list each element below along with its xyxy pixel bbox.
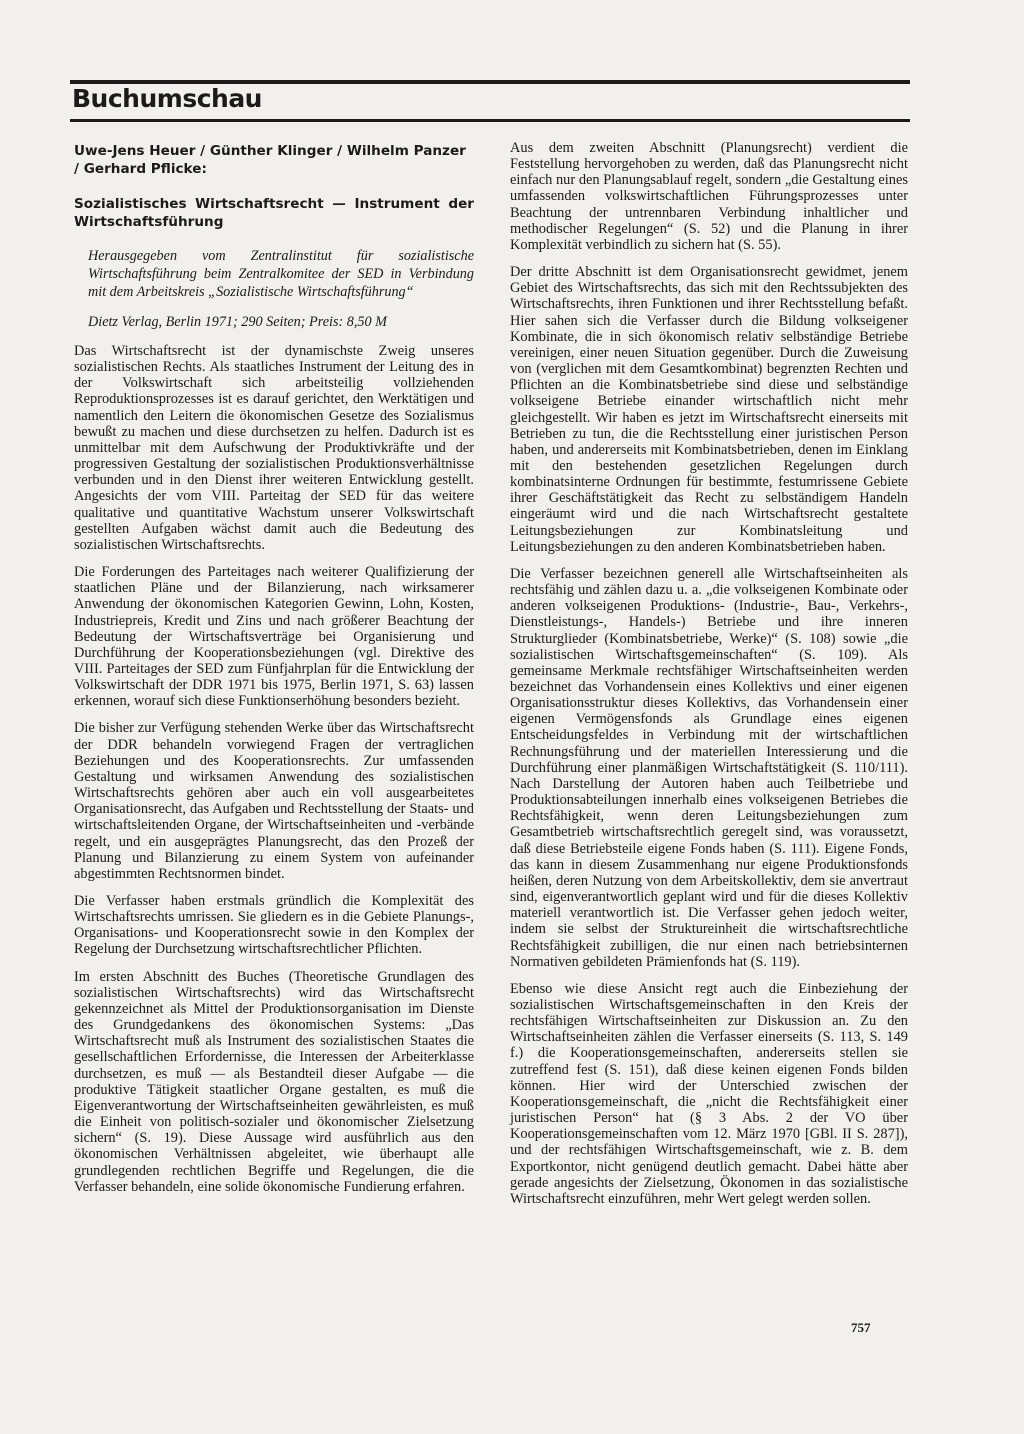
right-paragraph: Der dritte Abschnitt ist dem Organisationsrecht gewidmet, jenem Gebiet des Wirtschaftsrechts, das sich mit den Rechtssubjekten des Wirtschaftsrechts, ihren Funktionen und ihrer Rechtsstellung befaßt. Hier sahen sich die Verfasser durch die Bildung volkseigener Kombinate, die in sich ökonomisch relativ selbständige Betriebe vereinigen, einer neuen Situation gegenüber. Durch die Zuweisung von (verglichen mit dem Gesamtkombinat) begrenzten Rechten und Pflichten an die Kombinatsbetriebe sind diese und selbständige volkseigene Betriebe einander wirtschaftlich nicht mehr gleichgestellt. Wir haben es jetzt im Wirtschaftsrecht einerseits mit Betrieben zu tun, die die Rechtsstellung einer juristischen Person haben, und andererseits mit Kombinatsbetrieben, denen im Einklang mit den bestehenden gesetzlichen Regelungen durch kombinatsinterne Ordnungen für bestimmte, festumrissene Gebiete ihrer Geschäftstätigkeit das Recht zu selbständigem Handeln eingeräumt wird und die nach Wirtschaftsrecht gestaltete Leitungsbeziehungen zur Kombinatsleitung und Leitungsbeziehungen zu den anderen Kombinatsbetrieben haben.: [510, 264, 908, 555]
book-authors: Uwe-Jens Heuer / Günther Klinger / Wilhelm Panzer / Gerhard Pflicke:: [74, 143, 466, 177]
left-column: [74, 140, 474, 1206]
page-number: 757: [851, 1320, 871, 1335]
right-paragraph: Aus dem zweiten Abschnitt (Planungsrecht) verdient die Feststellung hervorgehoben zu werden, daß das Planungsrecht nicht einfach nur den Planungsablauf regelt, sondern „die Gestaltung eines umfassenden volkswirtschaftlichen Führungsprozesses unter Beachtung der untrennbaren Verbindung inhaltlicher und methodischer Regelungen“ (S. 52) und die Planung in ihrer Komplexität verbindlich zu sichern hat (S. 55).: [510, 140, 908, 253]
right-column: [510, 140, 908, 1218]
left-paragraph: Das Wirtschaftsrecht ist der dynamischste Zweig unseres sozialistischen Rechts. Als staatliches Instrument der Leitung des in der Volkswirtschaft sich arbeitsteilig vollziehenden Reproduktionsprozesses ist es darauf gerichtet, den Werktätigen und namentlich den Leitern die ökonomischen Gesetze des Sozialismus bewußt zu machen und diese durchsetzen zu helfen. Dadurch ist es unmittelbar mit dem Aufschwung der Produktivkräfte und der progressiven Gestaltung der sozialistischen Produktionsverhältnisse verbunden und in den Dienst ihrer weiteren Entwicklung gestellt. Angesichts der vom VIII. Parteitag der SED für das weitere qualitative und quantitative Wachstum unserer Volkswirtschaft gestellten Aufgaben wächst damit auch die Bedeutung des sozialistischen Wirtschaftsrechts.: [74, 343, 474, 553]
book-publisher-info: Dietz Verlag, Berlin 1971; 290 Seiten; Preis: 8,50 M: [88, 314, 387, 330]
left-paragraph: Die Verfasser haben erstmals gründlich die Komplexität des Wirtschaftsrechts umrissen. Sie gliedern es in die Gebiete Planungs-, Organisations- und Kooperationsrecht sowie in den Komplex der Regelung der Durchsetzung wirtschaftsrechtlicher Pflichten.: [74, 893, 474, 958]
header-bottom-rule: [70, 119, 910, 122]
book-meta: [88, 247, 474, 331]
book-title: Sozialistisches Wirtschaftsrecht — Instrument der Wirtschaftsführung: [74, 196, 474, 230]
left-paragraph: Die Forderungen des Parteitages nach weiterer Qualifizierung der staatlichen Pläne und der Bilanzierung, nach wirksamerer Anwendung der ökonomischen Kategorien Gewinn, Lohn, Kosten, Industriepreis, Kredit und Zins und nach größerer Beachtung der Bedeutung der Wirtschaftsverträge bei Organisierung und Durchführung der Kooperationsbeziehungen (vgl. Direktive des VIII. Parteitages der SED zum Fünfjahrplan für die Entwicklung der Volkswirtschaft der DDR 1971 bis 1975, Berlin 1971, S. 63) lassen erkennen, worauf sich diese Funktionserhöhung besonders bezieht.: [74, 564, 474, 710]
left-paragraph: Im ersten Abschnitt des Buches (Theoretische Grundlagen des sozialistischen Wirtschaftsrechts) wird das Wirtschaftsrecht gekennzeichnet als Mittel der Produktionsorganisation im Dienste des Grundgedankens des ökonomischen Systems: „Das Wirtschaftsrecht muß als Instrument des sozialistischen Staates die gesellschaftlichen Erfordernisse, die Interessen der Arbeiterklasse durchsetzen, es muß — als Bestandteil dieser Aufgabe — die produktive Tätigkeit staatlicher Organe gestalten, es muß die Eigenverantwortung der Wirtschaftseinheiten gewährleisten, es muß die Einheit von politisch-sozialer und ökonomischer Zielsetzung sichern“ (S. 19). Diese Aussage wird ausführlich aus den ökonomischen Verhältnissen abgeleitet, wie überhaupt alle grundlegenden rechtlichen Begriffe und Regelungen, die die Verfasser behandeln, eine solide ökonomische Fundierung erfahren.: [74, 968, 474, 1195]
right-paragraph: Ebenso wie diese Ansicht regt auch die Einbeziehung der sozialistischen Wirtschaftsgemeinschaften in den Kreis der rechtsfähigen Wirtschaftseinheiten zur Diskussion an. Zu den Wirtschaftseinheiten zählen die Verfasser einerseits (S. 113, S. 149 f.) die Kooperationsgemeinschaften, andererseits stellen sie zutreffend fest (S. 151), daß diese keinen eigenen Fonds bilden können. Hier wird der Unterschied zwischen der Kooperationsgemeinschaft, die „nicht die Rechtsfähigkeit einer juristischen Person“ hat (§ 3 Abs. 2 der VO über Kooperationsgemeinschaften vom 12. März 1970 [GBl. II S. 287]), und der rechtsfähigen Wirtschaftsgemeinschaft, wie z. B. dem Exportkontor, nicht genügend deutlich gemacht. Dabei hätte aber gerade angesichts der Zielsetzung, Ökonomen in das sozialistische Wirtschaftsrecht einzuführen, mehr Wert gelegt werden sollen.: [510, 980, 908, 1207]
left-paragraph: Die bisher zur Verfügung stehenden Werke über das Wirtschaftsrecht der DDR behandeln vorwiegend Fragen der vertraglichen Beziehungen und des Kooperationsrechts. Zur umfassenden Gestaltung und wirksamen Anwendung des sozialistischen Wirtschaftsrechts gehören aber auch ein voll ausgearbeitetes Organisationsrecht, das Aufgaben und Rechtsstellung der Staats- und wirtschaftsleitenden Organe, der Wirtschaftseinheiten und -verbände regelt, und ein ausgeprägtes Planungsrecht, das den Prozeß der Planung und Bilanzierung zu einem System von aufeinander abgestimmten Rechtsnormen bindet.: [74, 720, 474, 882]
book-editor-note: Herausgegeben vom Zentralinstitut für sozialistische Wirtschaftsführung beim Zentralkomitee der SED in Verbindung mit dem Arbeitskreis „Sozialistische Wirtschaftsführung“: [88, 248, 474, 300]
right-paragraph: Die Verfasser bezeichnen generell alle Wirtschaftseinheiten als rechtsfähig und zählen dazu u. a. „die volkseigenen Kombinate oder anderen volkseigenen Produktions- (Industrie-, Bau-, Verkehrs-, Dienstleistungs-, Handels-) Betriebe und ihre inneren Strukturglieder (Kombinatsbetriebe, Werke)“ (S. 108) sowie „die sozialistischen Wirtschaftsgemeinschaften“ (S. 109). Als gemeinsame Merkmale rechtsfähiger Wirtschaftseinheiten werden bezeichnet das Vorhandensein eines Kollektivs und einer eigenen Organisationsstruktur dieses Kollektivs, das Vorhandensein einer eigenen Vermögensfonds als Grundlage eines eigenen Entscheidungsfeldes in Verbindung mit der wirtschaftlichen Rechnungsführung und der materiellen Interessierung und die Durchführung einer planmäßigen Wirtschaftstätigkeit (S. 110/111). Nach Darstellung der Autoren haben auch Teilbetriebe und Produktionsabteilungen innerhalb eines volkseigenen Betriebes die Rechtsfähigkeit, wenn deren Leitungsbeziehungen zum Gesamtbetrieb wirtschaftsrechtlich geregelt sind, was voraussetzt, daß diese Betriebsteile eigene Fonds haben (S. 111). Eigene Fonds, das kann in diesem Zusammenhang nur eigene Produktionsfonds heißen, deren Nutzung von dem Arbeitskollektiv, dem sie anvertraut sind, eigenverantwortlich geplant wird und für die dieses Kollektiv materiell verantwortlich ist. Die Verfasser gehen jedoch weiter, indem sie selbst der Struktureinheit die wirtschaftsrechtliche Rechtsfähigkeit zubilligen, die nur einen nach betriebsinternen Normativen gebildeten Prämienfonds hat (S. 119).: [510, 565, 908, 970]
section-title: Buchumschau: [72, 84, 262, 113]
